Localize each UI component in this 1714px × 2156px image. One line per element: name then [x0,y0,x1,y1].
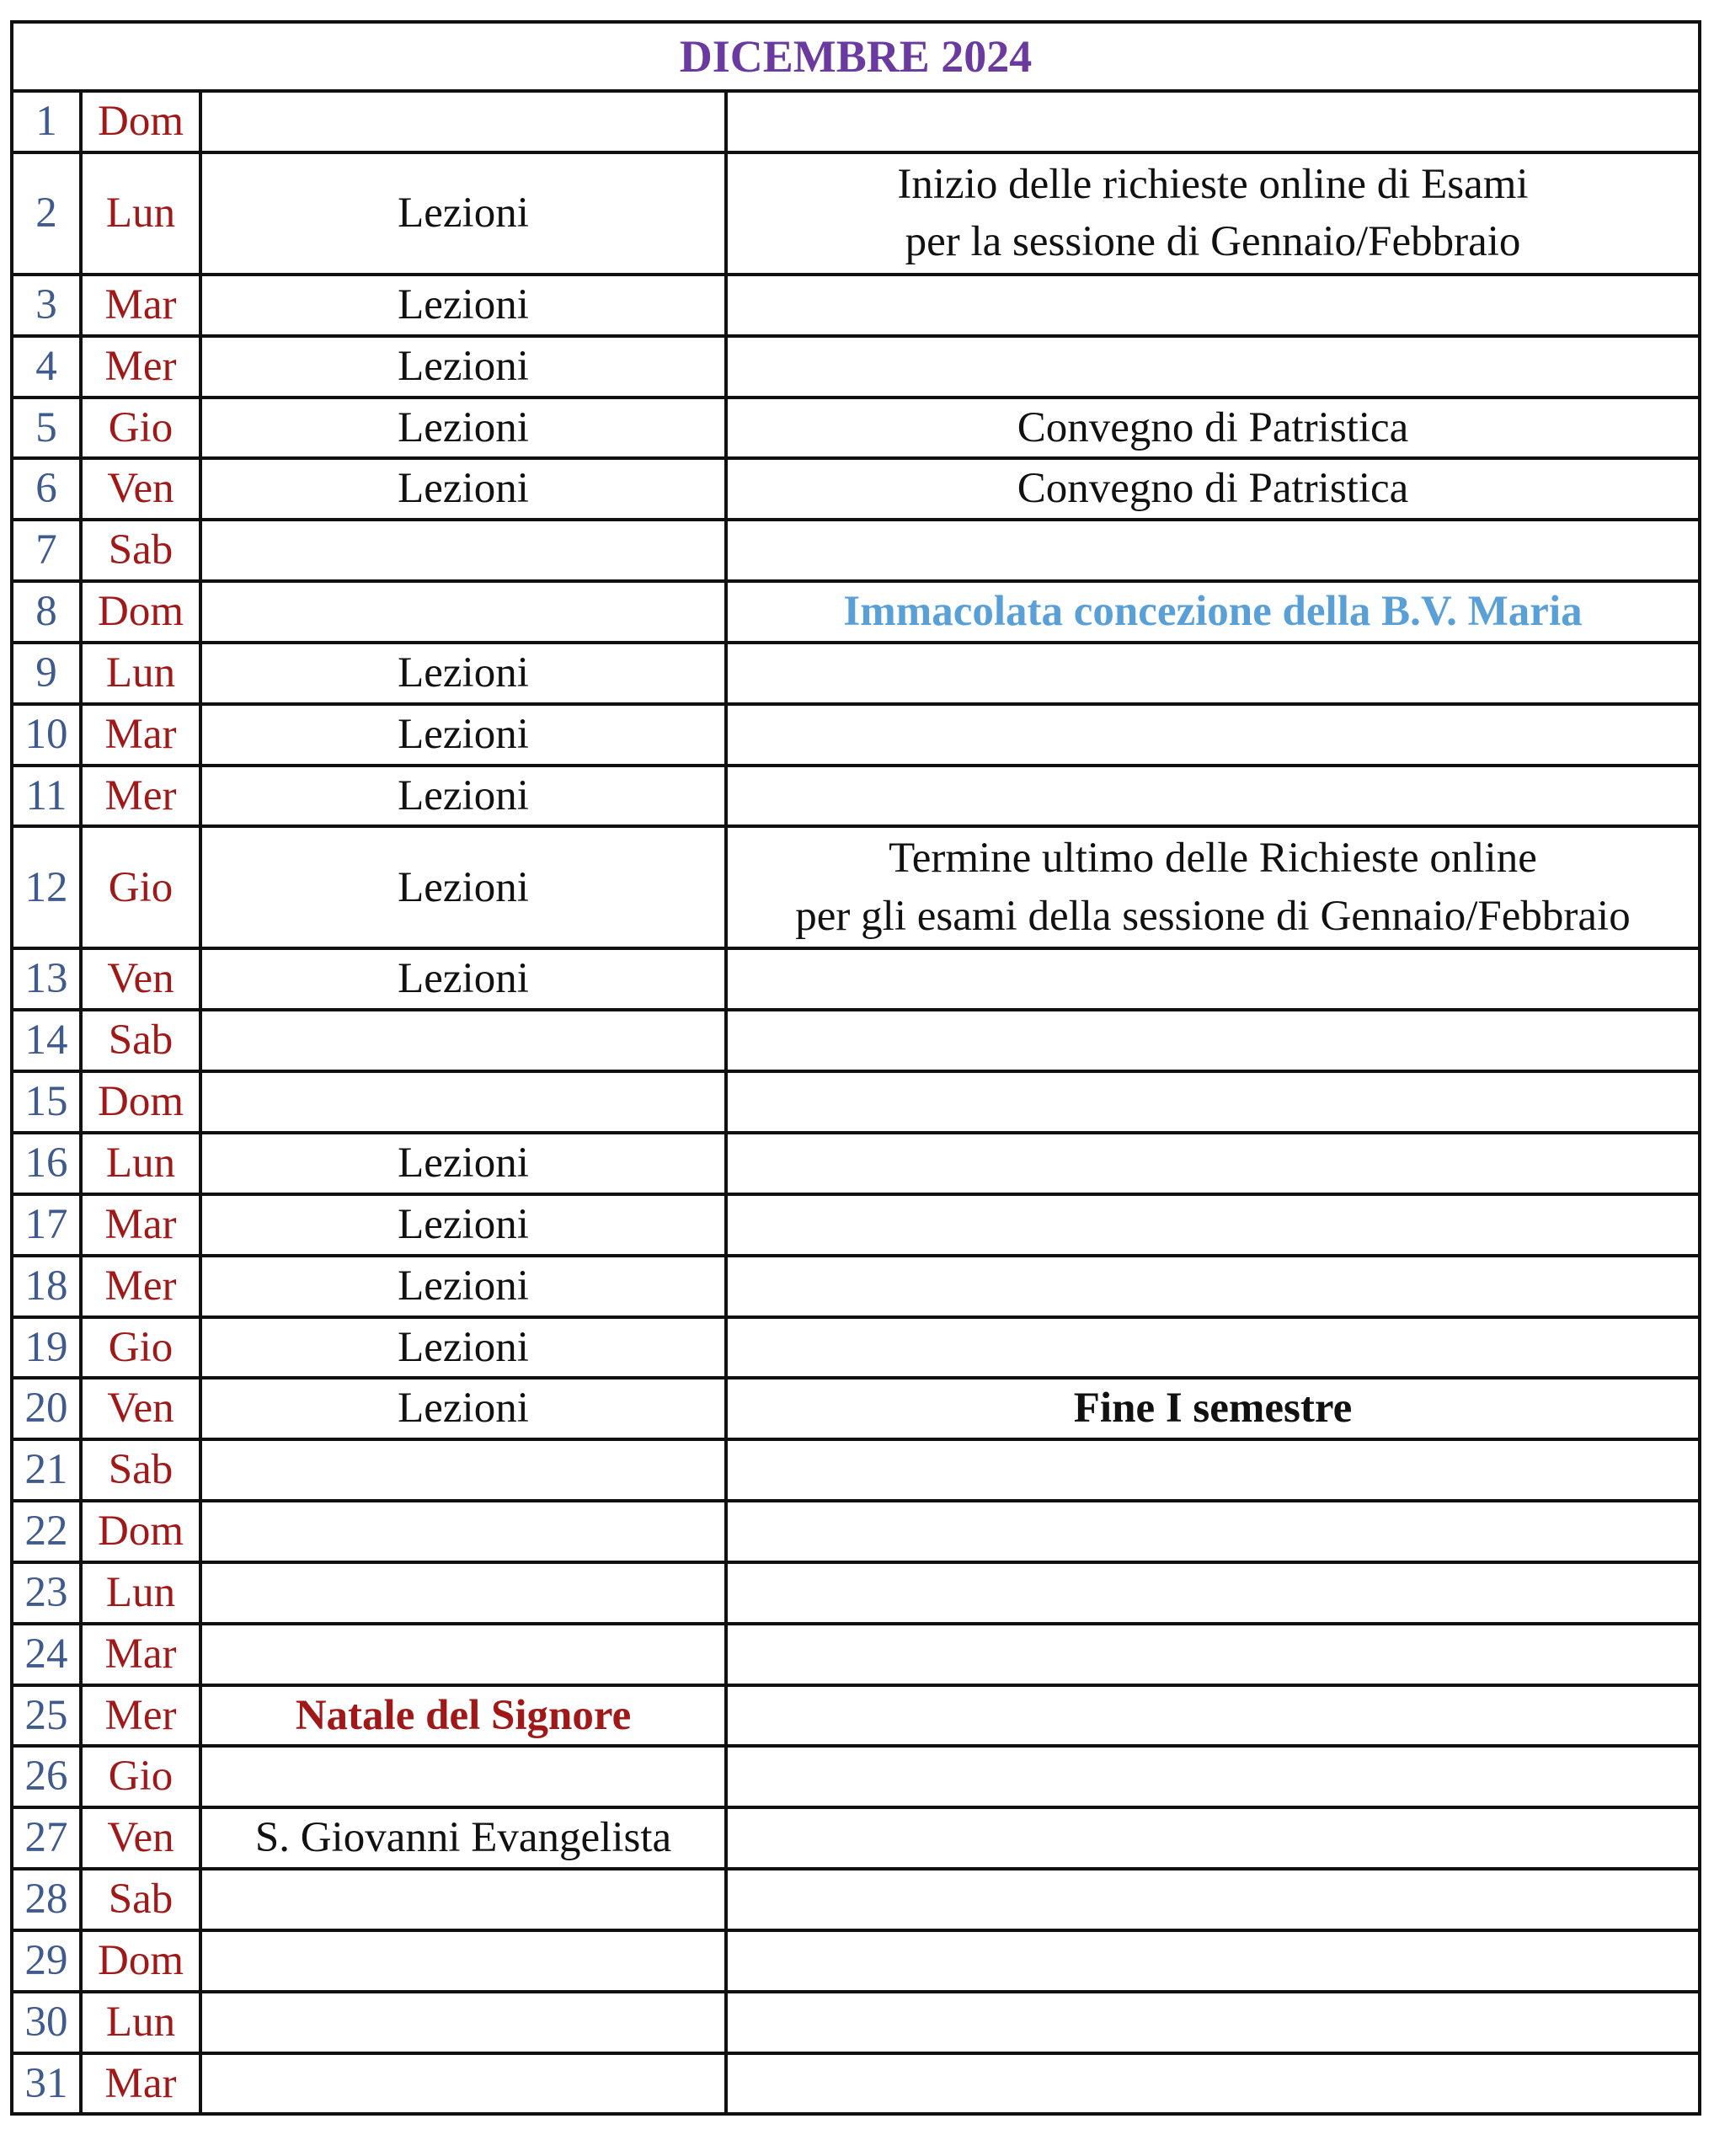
weekday: Lun [81,152,200,275]
weekday: Dom [81,1930,200,1992]
weekday: Mer [81,1256,200,1317]
weekday: Dom [81,91,200,152]
calendar-row [12,1378,1700,1439]
calendar-row [12,1685,1700,1747]
weekday: Ven [81,1378,200,1439]
activity-cell [200,1562,726,1624]
weekday: Gio [81,826,200,948]
weekday: Mar [81,2053,200,2115]
activity-cell: Lezioni [200,336,726,398]
event-cell [726,704,1700,766]
event-cell [726,152,1700,275]
activity-cell: Lezioni [200,704,726,766]
weekday: Mer [81,766,200,827]
activity-cell [200,2053,726,2115]
event-cell [726,1133,1700,1194]
event-cell [726,1992,1700,2053]
activity-cell: S. Giovanni Evangelista [200,1807,726,1869]
event-cell [726,948,1700,1010]
event-cell [726,1378,1700,1439]
event-cell [726,2053,1700,2115]
event-line: Fine I semestre [1073,1385,1353,1433]
day-number: 6 [12,458,81,520]
activity-cell [200,1992,726,2053]
calendar-row [12,1133,1700,1194]
calendar-row [12,91,1700,152]
event-cell [726,643,1700,704]
event-cell [726,581,1700,643]
weekday: Mar [81,1624,200,1685]
day-number: 3 [12,275,81,336]
calendar-row [12,1624,1700,1685]
calendar-row [12,948,1700,1010]
day-number: 21 [12,1439,81,1501]
event-cell [726,1562,1700,1624]
day-number: 15 [12,1071,81,1133]
activity-cell: Lezioni [200,1256,726,1317]
day-number: 28 [12,1869,81,1930]
calendar-row [12,275,1700,336]
day-number: 29 [12,1930,81,1992]
weekday: Dom [81,581,200,643]
calendar-row [12,520,1700,581]
calendar-row [12,1194,1700,1256]
day-number: 19 [12,1317,81,1379]
weekday: Sab [81,1439,200,1501]
activity-cell [200,1439,726,1501]
day-number: 27 [12,1807,81,1869]
activity-cell: Lezioni [200,1317,726,1379]
calendar-header-row [12,22,1700,91]
event-cell [726,275,1700,336]
event-cell [726,1624,1700,1685]
event-line: Termine ultimo delle Richieste online [889,835,1537,883]
day-number: 22 [12,1501,81,1562]
activity-cell [200,581,726,643]
event-line: Immacolata concezione della B.V. Maria [843,588,1583,636]
day-number: 8 [12,581,81,643]
weekday: Lun [81,1133,200,1194]
day-number: 1 [12,91,81,152]
day-number: 13 [12,948,81,1010]
activity-cell: Lezioni [200,458,726,520]
calendar-row [12,2053,1700,2115]
day-number: 31 [12,2053,81,2115]
activity-cell: Lezioni [200,1133,726,1194]
activity-cell [200,1869,726,1930]
event-cell [726,1869,1700,1930]
event-line: per la sessione di Gennaio/Febbraio [905,218,1521,266]
event-cell [726,91,1700,152]
weekday: Sab [81,1010,200,1071]
activity-cell [200,1501,726,1562]
event-line: Inizio delle richieste online di Esami [897,160,1529,208]
event-cell [726,1807,1700,1869]
calendar-title: DICEMBRE 2024 [12,22,1700,91]
calendar-row [12,1869,1700,1930]
calendar-row [12,1256,1700,1317]
event-cell [726,1930,1700,1992]
event-cell [726,1317,1700,1379]
weekday: Lun [81,1562,200,1624]
day-number: 17 [12,1194,81,1256]
weekday: Sab [81,1869,200,1930]
calendar-row [12,1010,1700,1071]
event-line: Convegno di Patristica [1017,465,1409,513]
day-number: 18 [12,1256,81,1317]
event-cell [726,1010,1700,1071]
event-cell [726,520,1700,581]
weekday: Lun [81,1992,200,2053]
weekday: Ven [81,458,200,520]
day-number: 5 [12,398,81,459]
activity-cell [200,1010,726,1071]
day-number: 24 [12,1624,81,1685]
calendar-row [12,398,1700,459]
day-number: 14 [12,1010,81,1071]
activity-cell: Lezioni [200,948,726,1010]
day-number: 9 [12,643,81,704]
event-cell [726,1071,1700,1133]
calendar-row [12,336,1700,398]
weekday: Gio [81,1746,200,1807]
calendar-row [12,458,1700,520]
calendar-row [12,152,1700,275]
weekday: Mar [81,275,200,336]
event-cell [726,826,1700,948]
event-cell [726,1256,1700,1317]
weekday: Sab [81,520,200,581]
event-cell [726,766,1700,827]
activity-cell: Lezioni [200,826,726,948]
activity-cell [200,520,726,581]
activity-cell [200,1930,726,1992]
activity-cell: Lezioni [200,643,726,704]
calendar-table [10,20,1701,2116]
weekday: Mar [81,704,200,766]
day-number: 12 [12,826,81,948]
calendar-row [12,1992,1700,2053]
day-number: 10 [12,704,81,766]
event-cell [726,1439,1700,1501]
calendar-row [12,1930,1700,1992]
calendar-row [12,1746,1700,1807]
weekday: Dom [81,1071,200,1133]
activity-cell: Lezioni [200,1378,726,1439]
weekday: Gio [81,1317,200,1379]
day-number: 23 [12,1562,81,1624]
calendar-body [12,91,1700,2114]
event-line: per gli esami della sessione di Gennaio/Febbraio [795,892,1631,940]
calendar-row [12,643,1700,704]
activity-cell [200,91,726,152]
event-cell [726,336,1700,398]
calendar-row [12,1317,1700,1379]
day-number: 2 [12,152,81,275]
activity-cell [200,1624,726,1685]
calendar-row [12,1807,1700,1869]
weekday: Ven [81,948,200,1010]
day-number: 16 [12,1133,81,1194]
weekday: Gio [81,398,200,459]
event-cell [726,1685,1700,1747]
activity-cell: Lezioni [200,275,726,336]
day-number: 11 [12,766,81,827]
day-number: 4 [12,336,81,398]
activity-cell: Lezioni [200,1194,726,1256]
activity-cell: Lezioni [200,152,726,275]
activity-cell: Natale del Signore [200,1685,726,1747]
event-cell [726,1501,1700,1562]
activity-cell: Lezioni [200,766,726,827]
activity-cell [200,1071,726,1133]
day-number: 20 [12,1378,81,1439]
event-cell [726,458,1700,520]
weekday: Mar [81,1194,200,1256]
calendar-row [12,704,1700,766]
calendar-row [12,1071,1700,1133]
event-cell [726,398,1700,459]
event-line: Convegno di Patristica [1017,403,1409,451]
day-number: 7 [12,520,81,581]
calendar-row [12,766,1700,827]
weekday: Mer [81,336,200,398]
weekday: Mer [81,1685,200,1747]
event-cell [726,1746,1700,1807]
activity-cell [200,1746,726,1807]
calendar-row [12,1562,1700,1624]
activity-cell: Lezioni [200,398,726,459]
weekday: Ven [81,1807,200,1869]
weekday: Dom [81,1501,200,1562]
day-number: 26 [12,1746,81,1807]
calendar-row [12,1501,1700,1562]
calendar-row [12,581,1700,643]
weekday: Lun [81,643,200,704]
calendar-row [12,826,1700,948]
day-number: 30 [12,1992,81,2053]
event-cell [726,1194,1700,1256]
day-number: 25 [12,1685,81,1747]
calendar-row [12,1439,1700,1501]
